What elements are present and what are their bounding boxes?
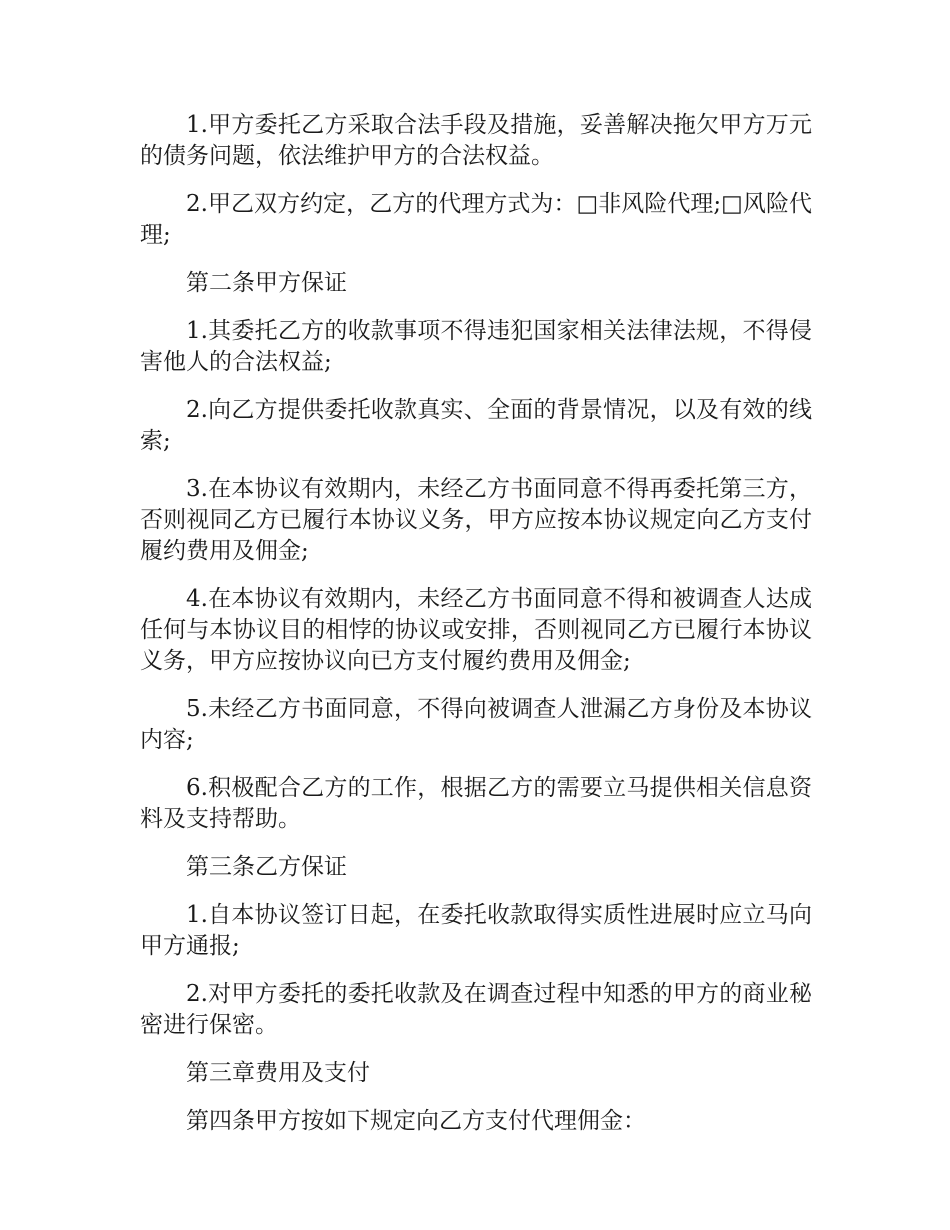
clause-paragraph: 2.对甲方委托的委托收款及在调查过程中知悉的甲方的商业秘密进行保密。	[140, 981, 812, 1038]
clause-paragraph: 3.在本协议有效期内，未经乙方书面同意不得再委托第三方，否则视同乙方已履行本协议义务，甲方应按本协议规定向乙方支付履约费用及佣金;	[140, 476, 812, 564]
clause-paragraph: 4.在本协议有效期内，未经乙方书面同意不得和被调查人达成任何与本协议目的相悖的协议或安排，否则视同乙方已履行本协议义务，甲方应按协议向已方支付履约费用及佣金;	[140, 586, 812, 674]
document-page	[140, 110, 812, 1154]
clause-paragraph: 1.自本协议签订日起，在委托收款取得实质性进展时应立马向甲方通报;	[140, 902, 812, 959]
chapter-heading: 第三章费用及支付	[186, 1060, 370, 1086]
clause-paragraph: 1.甲方委托乙方采取合法手段及措施，妥善解决拖欠甲方万元的债务问题，依法维护甲方的合法权益。	[140, 112, 812, 169]
clause-paragraph: 6.积极配合乙方的工作，根据乙方的需要立马提供相关信息资料及支持帮助。	[140, 775, 812, 832]
clause-paragraph: 1.其委托乙方的收款事项不得违犯国家相关法律法规，不得侵害他人的合法权益;	[140, 318, 812, 375]
section-heading: 第二条甲方保证	[186, 270, 347, 296]
clause-paragraph: 5.未经乙方书面同意，不得向被调查人泄漏乙方身份及本协议内容;	[140, 696, 812, 753]
section-heading: 第三条乙方保证	[186, 854, 347, 880]
clause-paragraph: 2.向乙方提供委托收款真实、全面的背景情况，以及有效的线索;	[140, 397, 812, 454]
section-heading: 第四条甲方按如下规定向乙方支付代理佣金：	[186, 1108, 646, 1134]
clause-paragraph: 2.甲乙双方约定，乙方的代理方式为：□非风险代理;□风险代理;	[140, 191, 812, 248]
